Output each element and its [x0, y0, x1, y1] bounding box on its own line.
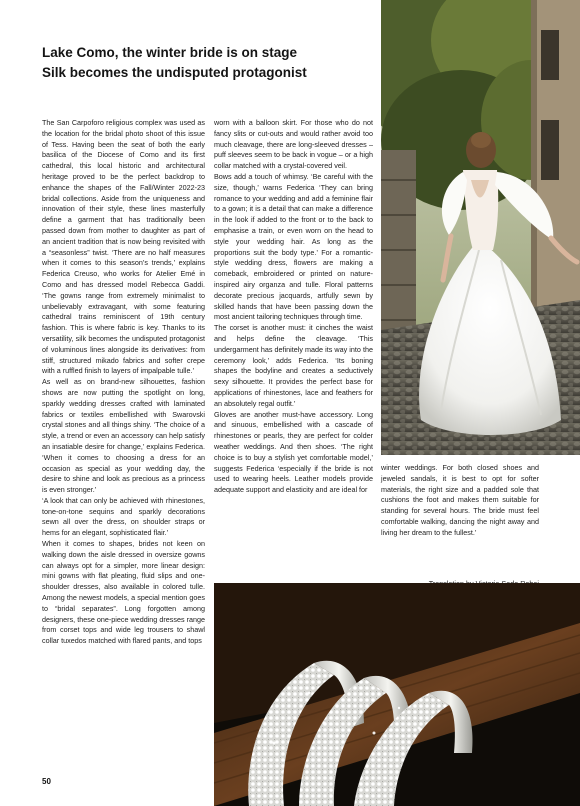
- page-number: 50: [42, 777, 51, 786]
- paragraph: Bows add a touch of whimsy. ‘Be careful with the size, though,’ warns Federica ‘They can bring romance to your wedding and add a feminine flair to a gown; it is a detail that can make a difference in the look if added to the front or to the back to emphasise a train, or even worn on the head to style your wedding hair. As long as the proportions suit the body type.’ For a romantic-style wedding dress, flowers are making a comeback, embroidered or printed on nature-inspired airy organza and tulle. Floral patterns decorate precious jacquards, artfully sewn by skilled hands that have been passing down the most ancient tailoring techniques through time.: [214, 171, 373, 322]
- paragraph: When it comes to shapes, brides not keen on walking down the aisle dressed in oversize gowns can always opt for a simpler, more linear design: mini gowns with flat pleating, fluid slips and one-shoulder dresses, also available in colored tulle. Among the newest models, a special mention goes to “bridal separates”. Long forgotten among designers, these one-piece wedding dresses range from corset tops and wide leg trousers to shawl collar tuxedos matched with flared pants, and tops: [42, 539, 205, 646]
- bridal-belts-photo: [214, 583, 580, 806]
- paragraph: worn with a balloon skirt. For those who do not fancy slits or cut-outs and would rather avoid too much cleavage, there are long-sleeved dresses – puff sleeves seem to be back in vogue – or a high collar matched with a crystal-covered veil.: [214, 118, 373, 171]
- article-column-3: [381, 463, 539, 539]
- bride-photo: [381, 0, 580, 455]
- headline: Lake Como, the winter bride is on stage: [42, 45, 298, 60]
- article-column-2: [214, 118, 373, 496]
- paragraph: ‘A look that can only be achieved with rhinestones, tone-on-tone sequins and sparkly decorations sewn all over the dress, on shoulder straps or hems for an elegant, sophisticated flair.’: [42, 495, 205, 538]
- subheadline: Silk becomes the undisputed protagonist: [42, 65, 307, 80]
- bride-illustration: [381, 0, 580, 455]
- paragraph: The corset is another must: it cinches the waist and helps define the cleavage. ‘This undergarment has definitely made its way into the ceremony look,’ adds Federica. ‘Its boning shapes the bodyline and creates a seductively sexy silhouette. It provides the perfect base for applications of rhinestones, lace and feathers for an absolutely regal outfit.’: [214, 323, 373, 408]
- paragraph: winter weddings. For both closed shoes and jeweled sandals, it is best to opt for softer materials, the right size and a padded sole that cushions the foot and makes them suitable for standing for several hours. The bride must feel comfortable walking, dancing the night away and living her dream to the fullest.’: [381, 463, 539, 537]
- paragraph: As well as on brand-new silhouettes, fashion shows are now putting the spotlight on long, sparkly wedding dresses crafted with laminated fabrics or textiles embellished with Swarovski crystal stones and all things shiny. ‘The choice of a style, a trend or even an accessory can help satisfy an insatiable desire for change,’ explains Federica. ‘When it comes to choosing a dress for an occasion as special as your wedding day, the desire to shine and look as precious as a princess is even stronger.’: [42, 377, 205, 495]
- paragraph: The San Carpoforo religious complex was used as the location for the bridal photo shoot of this issue of Tess. Having been the seat of both the early basilica of the Diocese of Como and its first cathedral, this local historic and architectural heritage proved to be the perfect backdrop to enhance the shapes of the Fall/Winter 2022-23 bridal collections. Aside from the uniqueness and innovation of their style, these lines masterfully define a garment that has traditionally been passed down from mother to daughter as part of an ancient tradition that is now being revisited with a “seasonless” twist. ‘There are no half measures when it comes to this season’s trends,’ explains Federica Creuso, who works for Atelier Emé in Como and has dressed model Rebecca Gaddi. ‘The gowns range from extremely minimalist to unbelievably extravagant, with some featuring cathedral trains reminiscent of 19th century fashion. This is where fabric is key. Thanks to its versatility, silk becomes the undisputed protagonist of voluminous lines alongside its derivatives: from stiff, structured mikado fabrics and softer crepe with a ruffled finish to layers of impalpable tulle.’: [42, 118, 205, 376]
- article-title: [42, 43, 372, 83]
- paragraph: Gloves are another must-have accessory. Long and sinuous, embellished with a cascade of rhinestones or pearls, they are perfect for colder weather weddings. And then shoes. ‘The right choice is to buy a stylish yet comfortable model,’ suggests Federica ‘especially if the bride is not used to wearing heels. Leather models provide adequate support and elasticity and are ideal for: [214, 409, 373, 495]
- article-column-1: [42, 118, 205, 647]
- belts-illustration: [214, 583, 580, 806]
